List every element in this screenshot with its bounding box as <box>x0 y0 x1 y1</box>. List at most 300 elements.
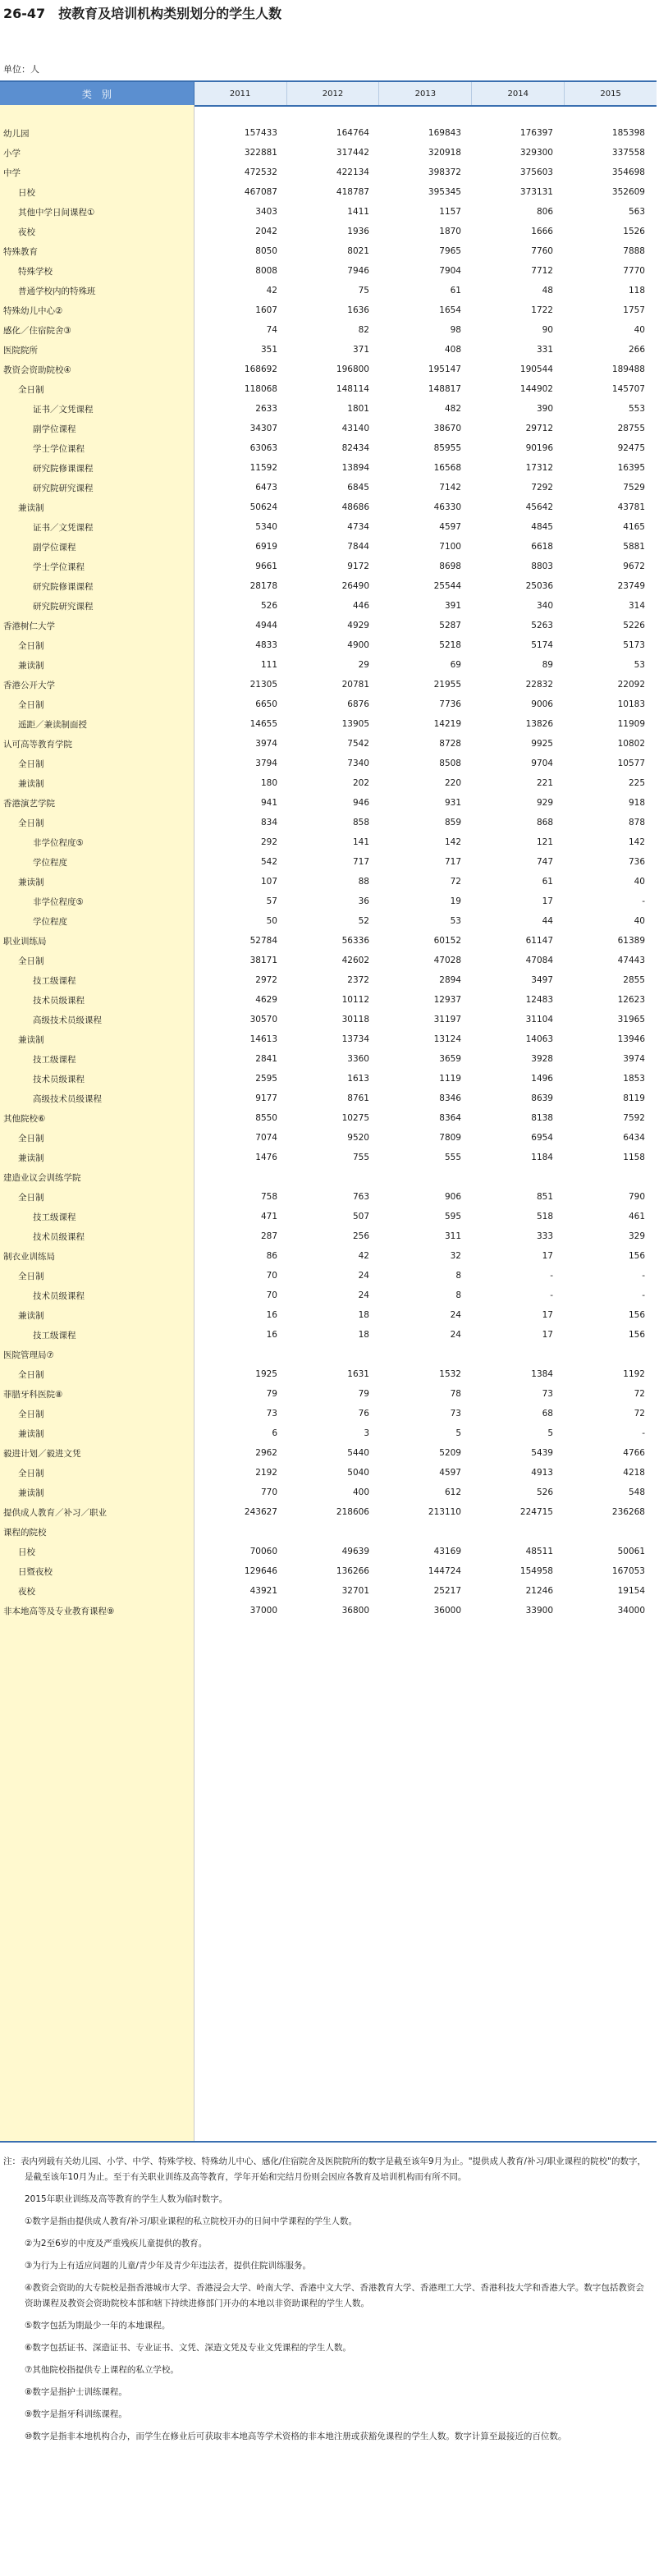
cell-value: 8803 <box>531 561 553 571</box>
cell-value: 40 <box>634 325 645 335</box>
cell-value: 13894 <box>341 463 369 473</box>
cell-value: 6618 <box>531 542 553 552</box>
cell-value: 1870 <box>439 227 461 236</box>
cell-value: 4833 <box>255 640 277 650</box>
cell-value: 48 <box>542 286 553 296</box>
cell-value: 518 <box>536 1212 553 1222</box>
cell-value: 790 <box>628 1192 645 1202</box>
cell-value: 60152 <box>433 936 461 946</box>
cell-value: 225 <box>628 778 645 788</box>
cell-value: 70 <box>266 1271 277 1281</box>
cell-value: 202 <box>352 778 369 788</box>
cell-value: 16 <box>266 1310 277 1320</box>
table-row <box>0 1049 657 1069</box>
table-row <box>0 1089 657 1108</box>
table-row <box>0 1128 657 1148</box>
table-row <box>0 1601 657 1620</box>
table-row <box>0 557 657 576</box>
cell-value: 142 <box>444 837 461 847</box>
table-row <box>0 163 657 182</box>
cell-value: 157433 <box>244 128 277 138</box>
cell-value: 555 <box>444 1153 461 1162</box>
cell-value: 7592 <box>623 1113 645 1123</box>
row-label: 制衣业训练局 <box>3 1251 55 1262</box>
cell-value: 156 <box>628 1330 645 1340</box>
unit-label: 单位：人 <box>3 64 39 75</box>
cell-value: 4597 <box>439 522 461 532</box>
cell-value: 148817 <box>428 384 461 394</box>
cell-value: 461 <box>628 1212 645 1222</box>
cell-value: 5 <box>455 1428 461 1438</box>
cell-value: 8698 <box>439 561 461 571</box>
cell-value: 371 <box>352 345 369 355</box>
cell-value: 8550 <box>255 1113 277 1123</box>
cell-value: 354698 <box>611 167 645 177</box>
row-label: 夜校 <box>18 227 35 237</box>
table-row <box>0 1404 657 1423</box>
row-label: 全日制 <box>18 956 44 966</box>
table-row <box>0 1187 657 1207</box>
table-row <box>0 379 657 399</box>
cell-value: 144724 <box>428 1566 461 1576</box>
row-label: 全日制 <box>18 1192 44 1203</box>
table-row <box>0 872 657 892</box>
table-bottom-rule <box>0 2141 657 2143</box>
table-row <box>0 911 657 931</box>
cell-value: 70 <box>266 1290 277 1300</box>
row-label: 感化／住宿院舍③ <box>3 325 71 336</box>
cell-value: 3 <box>364 1428 369 1438</box>
cell-value: 2855 <box>623 975 645 985</box>
cell-value: 314 <box>628 601 645 611</box>
cell-value: 25036 <box>525 581 553 591</box>
cell-value: 45642 <box>525 502 553 512</box>
cell-value: 220 <box>444 778 461 788</box>
cell-value: 16 <box>266 1330 277 1340</box>
table-row <box>0 1148 657 1167</box>
cell-value: 446 <box>352 601 369 611</box>
row-label: 日校 <box>18 1547 35 1557</box>
cell-value: 918 <box>628 798 645 808</box>
table-row <box>0 1561 657 1581</box>
row-label: 菲腊牙科医院⑧ <box>3 1389 63 1400</box>
cell-value: 164764 <box>336 128 369 138</box>
table-row <box>0 694 657 714</box>
cell-value: 7074 <box>255 1133 277 1143</box>
cell-value: 34307 <box>249 424 277 433</box>
table-row <box>0 675 657 694</box>
cell-value: 44 <box>542 916 553 926</box>
cell-value: 5340 <box>255 522 277 532</box>
table-row <box>0 1286 657 1305</box>
cell-value: 25544 <box>433 581 461 591</box>
cell-value: 42 <box>358 1251 369 1261</box>
cell-value: 2192 <box>255 1468 277 1478</box>
cell-value: 20781 <box>341 680 369 690</box>
row-label: 兼读制 <box>18 1428 44 1439</box>
table-row <box>0 1522 657 1542</box>
cell-value: 398372 <box>428 167 461 177</box>
cell-value: 12623 <box>617 995 645 1005</box>
table-row <box>0 596 657 616</box>
table-row <box>0 1364 657 1384</box>
row-label: 全日制 <box>18 1369 44 1380</box>
footnote: ⑦其他院校指提供专上课程的私立学校。 <box>25 2365 179 2375</box>
table-row <box>0 990 657 1010</box>
cell-value: 1119 <box>439 1074 461 1084</box>
cell-value: 107 <box>260 877 277 887</box>
cell-value: 17 <box>542 1251 553 1261</box>
row-label: 技工级课程 <box>33 1054 76 1065</box>
cell-value: 24 <box>358 1290 369 1300</box>
cell-value: 145707 <box>611 384 645 394</box>
row-label: 香港演艺学院 <box>3 798 55 809</box>
row-label: 日校 <box>18 187 35 198</box>
row-label: 研究院研究课程 <box>33 601 94 612</box>
cell-value: 851 <box>536 1192 553 1202</box>
cell-value: 111 <box>260 660 277 670</box>
row-label: 职业训练局 <box>3 936 47 947</box>
cell-value: 9661 <box>255 561 277 571</box>
cell-value: 13734 <box>341 1034 369 1044</box>
cell-value: 36000 <box>433 1606 461 1616</box>
cell-value: 6954 <box>531 1133 553 1143</box>
table-row <box>0 616 657 635</box>
cell-value: 218606 <box>336 1507 369 1517</box>
cell-value: 37000 <box>249 1606 277 1616</box>
cell-value: 31104 <box>525 1015 553 1024</box>
cell-value: 79 <box>266 1389 277 1399</box>
row-label: 全日制 <box>18 759 44 769</box>
cell-value: 7292 <box>531 483 553 493</box>
row-label: 学士学位课程 <box>33 443 85 454</box>
cell-value: 408 <box>444 345 461 355</box>
row-label: 兼读制 <box>18 502 44 513</box>
cell-value: 11909 <box>617 719 645 729</box>
cell-value: 5173 <box>623 640 645 650</box>
cell-value: 256 <box>352 1231 369 1241</box>
cell-value: 1654 <box>439 305 461 315</box>
cell-value: 38171 <box>249 956 277 965</box>
cell-value: 507 <box>352 1212 369 1222</box>
cell-value: 8 <box>455 1271 461 1281</box>
cell-value: 69 <box>450 660 461 670</box>
cell-value: 418787 <box>336 187 369 197</box>
row-label: 特殊学校 <box>18 266 53 277</box>
cell-value: 47443 <box>617 956 645 965</box>
table-row <box>0 517 657 537</box>
cell-value: 22092 <box>617 680 645 690</box>
cell-value: 19 <box>450 896 461 906</box>
cell-value: 50061 <box>617 1547 645 1556</box>
page-title: 26-47 按教育及培训机构类别划分的学生人数 <box>3 6 282 21</box>
row-label: 技工级课程 <box>33 1330 76 1341</box>
row-label: 毅进计划／毅进文凭 <box>3 1448 81 1459</box>
cell-value: 747 <box>536 857 553 867</box>
footnote: ⑧数字是指护士训练课程。 <box>25 2387 127 2397</box>
row-label: 特殊教育 <box>3 246 38 257</box>
table-row <box>0 714 657 734</box>
row-label: 幼儿园 <box>3 128 30 139</box>
table-row <box>0 734 657 754</box>
cell-value: 10802 <box>617 739 645 749</box>
cell-value: 24 <box>450 1330 461 1340</box>
row-label: 学位程度 <box>33 916 67 927</box>
cell-value: 941 <box>260 798 277 808</box>
table-header <box>0 80 657 107</box>
cell-value: 2042 <box>255 227 277 236</box>
table-row <box>0 813 657 832</box>
cell-value: 32701 <box>341 1586 369 1596</box>
row-label: 其他院校⑥ <box>3 1113 46 1124</box>
cell-value: 4913 <box>531 1468 553 1478</box>
table-row <box>0 892 657 911</box>
cell-value: 472532 <box>244 167 277 177</box>
cell-value: 5 <box>547 1428 553 1438</box>
row-label: 非学位程度⑤ <box>33 837 84 848</box>
row-label: 香港树仁大学 <box>3 621 55 631</box>
cell-value: 7542 <box>347 739 369 749</box>
cell-value: 8639 <box>531 1093 553 1103</box>
cell-value: 57 <box>266 896 277 906</box>
cell-value: 8728 <box>439 739 461 749</box>
cell-value: 31197 <box>433 1015 461 1024</box>
cell-value: 8346 <box>439 1093 461 1103</box>
cell-value: 10183 <box>617 699 645 709</box>
cell-value: 322881 <box>244 148 277 158</box>
cell-value: 1722 <box>531 305 553 315</box>
row-label: 技术员级课程 <box>33 1074 85 1084</box>
cell-value: 755 <box>352 1153 369 1162</box>
table-row <box>0 970 657 990</box>
cell-value: 10112 <box>341 995 369 1005</box>
cell-value: 9704 <box>531 759 553 768</box>
cell-value: 2841 <box>255 1054 277 1064</box>
cell-value: 7809 <box>439 1133 461 1143</box>
cell-value: 8021 <box>347 246 369 256</box>
cell-value: 1532 <box>439 1369 461 1379</box>
cell-value: 9925 <box>531 739 553 749</box>
cell-value: 7904 <box>439 266 461 276</box>
cell-value: - <box>642 1290 645 1300</box>
cell-value: 13946 <box>617 1034 645 1044</box>
cell-value: 21955 <box>433 680 461 690</box>
footnote: ①数字是指由提供成人教育/补习/职业课程的私立院校开办的日间中学课程的学生人数。 <box>25 2216 357 2226</box>
table-row <box>0 1443 657 1463</box>
row-label: 其他中学日间课程① <box>18 207 95 218</box>
cell-value: 85955 <box>433 443 461 453</box>
row-label: 全日制 <box>18 1271 44 1281</box>
row-label: 副学位课程 <box>33 542 76 552</box>
footnote: ②为2至6岁的中度及严重残疾儿童提供的教育。 <box>25 2239 208 2248</box>
table-row <box>0 438 657 458</box>
cell-value: 563 <box>628 207 645 217</box>
cell-value: 224715 <box>519 1507 553 1517</box>
footnote: 2015年职业训练及高等教育的学生人数为临时数字。 <box>25 2194 228 2204</box>
row-label: 遥距／兼读制面授 <box>18 719 87 730</box>
cell-value: 329300 <box>519 148 553 158</box>
cell-value: 4597 <box>439 1468 461 1478</box>
row-label: 技术员级课程 <box>33 995 85 1006</box>
cell-value: 548 <box>628 1487 645 1497</box>
cell-value: 43169 <box>433 1547 461 1556</box>
cell-value: 1476 <box>255 1153 277 1162</box>
cell-value: 38670 <box>433 424 461 433</box>
cell-value: 1757 <box>623 305 645 315</box>
cell-value: 7770 <box>623 266 645 276</box>
cell-value: 7340 <box>347 759 369 768</box>
cell-value: 595 <box>444 1212 461 1222</box>
cell-value: 471 <box>260 1212 277 1222</box>
cell-value: 14655 <box>249 719 277 729</box>
cell-value: 68 <box>542 1409 553 1419</box>
row-label: 全日制 <box>18 640 44 651</box>
cell-value: 92475 <box>617 443 645 453</box>
cell-value: 48511 <box>525 1547 553 1556</box>
cell-value: 14219 <box>433 719 461 729</box>
cell-value: 763 <box>352 1192 369 1202</box>
cell-value: 8508 <box>439 759 461 768</box>
row-label: 证书／文凭课程 <box>33 522 94 533</box>
cell-value: 5226 <box>623 621 645 630</box>
header-category: 类 别 <box>0 82 194 105</box>
cell-value: 5209 <box>439 1448 461 1458</box>
footnote: 注：表内列载有关幼儿园、小学、中学、特殊学校、特殊幼儿中心、感化/住宿院舍及医院院所的数字是截至该年9月为止。"提供成人教育/补习/职业课程的院校"的数字，是截至该年10月为止。至于有关职业训练及高等教育，学年开始和完结月份则会因应各教育及培训机构而有所不同。 <box>3 2157 646 2182</box>
cell-value: 34000 <box>617 1606 645 1616</box>
cell-value: 2633 <box>255 404 277 414</box>
cell-value: 40 <box>634 916 645 926</box>
row-label: 兼读制 <box>18 1153 44 1163</box>
cell-value: 2894 <box>439 975 461 985</box>
cell-value: 12937 <box>433 995 461 1005</box>
cell-value: 2972 <box>255 975 277 985</box>
table-row <box>0 931 657 951</box>
row-label: 全日制 <box>18 699 44 710</box>
table-row <box>0 773 657 793</box>
cell-value: 7965 <box>439 246 461 256</box>
row-label: 兼读制 <box>18 778 44 789</box>
cell-value: 61389 <box>617 936 645 946</box>
cell-value: 1526 <box>623 227 645 236</box>
cell-value: 2962 <box>255 1448 277 1458</box>
cell-value: 10577 <box>617 759 645 768</box>
cell-value: - <box>642 1271 645 1281</box>
cell-value: 6 <box>272 1428 277 1438</box>
cell-value: 190544 <box>519 364 553 374</box>
row-label: 全日制 <box>18 1133 44 1144</box>
cell-value: 61 <box>542 877 553 887</box>
cell-value: 9520 <box>347 1133 369 1143</box>
cell-value: 292 <box>260 837 277 847</box>
cell-value: 3659 <box>439 1054 461 1064</box>
cell-value: 1192 <box>623 1369 645 1379</box>
cell-value: 26490 <box>341 581 369 591</box>
header-year: 2015 <box>565 82 657 105</box>
row-label: 认可高等教育学院 <box>3 739 72 749</box>
cell-value: 5287 <box>439 621 461 630</box>
cell-value: 23749 <box>617 581 645 591</box>
cell-value: 946 <box>352 798 369 808</box>
row-label: 非学位程度⑤ <box>33 896 84 907</box>
cell-value: 1384 <box>531 1369 553 1379</box>
cell-value: 1801 <box>347 404 369 414</box>
table-row <box>0 1305 657 1325</box>
cell-value: 196800 <box>336 364 369 374</box>
cell-value: 391 <box>444 601 461 611</box>
cell-value: 185398 <box>611 128 645 138</box>
cell-value: 189488 <box>611 364 645 374</box>
cell-value: 422134 <box>336 167 369 177</box>
cell-value: 13826 <box>525 719 553 729</box>
cell-value: 8008 <box>255 266 277 276</box>
cell-value: 56336 <box>341 936 369 946</box>
row-label: 香港公开大学 <box>3 680 55 690</box>
cell-value: 482 <box>444 404 461 414</box>
cell-value: 82434 <box>341 443 369 453</box>
cell-value: 195147 <box>428 364 461 374</box>
cell-value: 18 <box>358 1330 369 1340</box>
cell-value: 717 <box>444 857 461 867</box>
cell-value: 29712 <box>525 424 553 433</box>
cell-value: 176397 <box>519 128 553 138</box>
cell-value: 7844 <box>347 542 369 552</box>
cell-value: 118 <box>628 286 645 296</box>
cell-value: 3360 <box>347 1054 369 1064</box>
table-row <box>0 1463 657 1483</box>
row-label: 全日制 <box>18 1409 44 1419</box>
cell-value: 4929 <box>347 621 369 630</box>
cell-value: 142 <box>628 837 645 847</box>
table-row <box>0 1010 657 1029</box>
cell-value: 52 <box>358 916 369 926</box>
cell-value: 7142 <box>439 483 461 493</box>
row-label: 学士学位课程 <box>33 561 85 572</box>
table-row <box>0 360 657 379</box>
row-label: 研究院研究课程 <box>33 483 94 493</box>
cell-value: 7100 <box>439 542 461 552</box>
row-label: 课程的院校 <box>3 1527 47 1538</box>
cell-value: 13905 <box>341 719 369 729</box>
cell-value: 72 <box>450 877 461 887</box>
table-row <box>0 143 657 163</box>
cell-value: 3794 <box>255 759 277 768</box>
cell-value: 3497 <box>531 975 553 985</box>
table-row <box>0 852 657 872</box>
cell-value: 144902 <box>519 384 553 394</box>
cell-value: 375603 <box>519 167 553 177</box>
cell-value: 331 <box>536 345 553 355</box>
row-label: 建造业议会训练学院 <box>3 1172 81 1183</box>
cell-value: 542 <box>260 857 277 867</box>
cell-value: 3403 <box>255 207 277 217</box>
table-row <box>0 1069 657 1089</box>
row-label: 研究院修课课程 <box>33 581 94 592</box>
footnote: ⑥数字包括证书、深造证书、专业证书、文凭、深造文凭及专业文凭课程的学生人数。 <box>25 2343 351 2353</box>
cell-value: 8119 <box>623 1093 645 1103</box>
cell-value: 1666 <box>531 227 553 236</box>
row-label: 全日制 <box>18 1468 44 1478</box>
cell-value: 8364 <box>439 1113 461 1123</box>
cell-value: 8 <box>455 1290 461 1300</box>
cell-value: 47028 <box>433 956 461 965</box>
cell-value: 43140 <box>341 424 369 433</box>
cell-value: 758 <box>260 1192 277 1202</box>
row-label: 中学 <box>3 167 21 178</box>
cell-value: 467087 <box>244 187 277 197</box>
cell-value: 1607 <box>255 305 277 315</box>
cell-value: 337558 <box>611 148 645 158</box>
table-row <box>0 1384 657 1404</box>
